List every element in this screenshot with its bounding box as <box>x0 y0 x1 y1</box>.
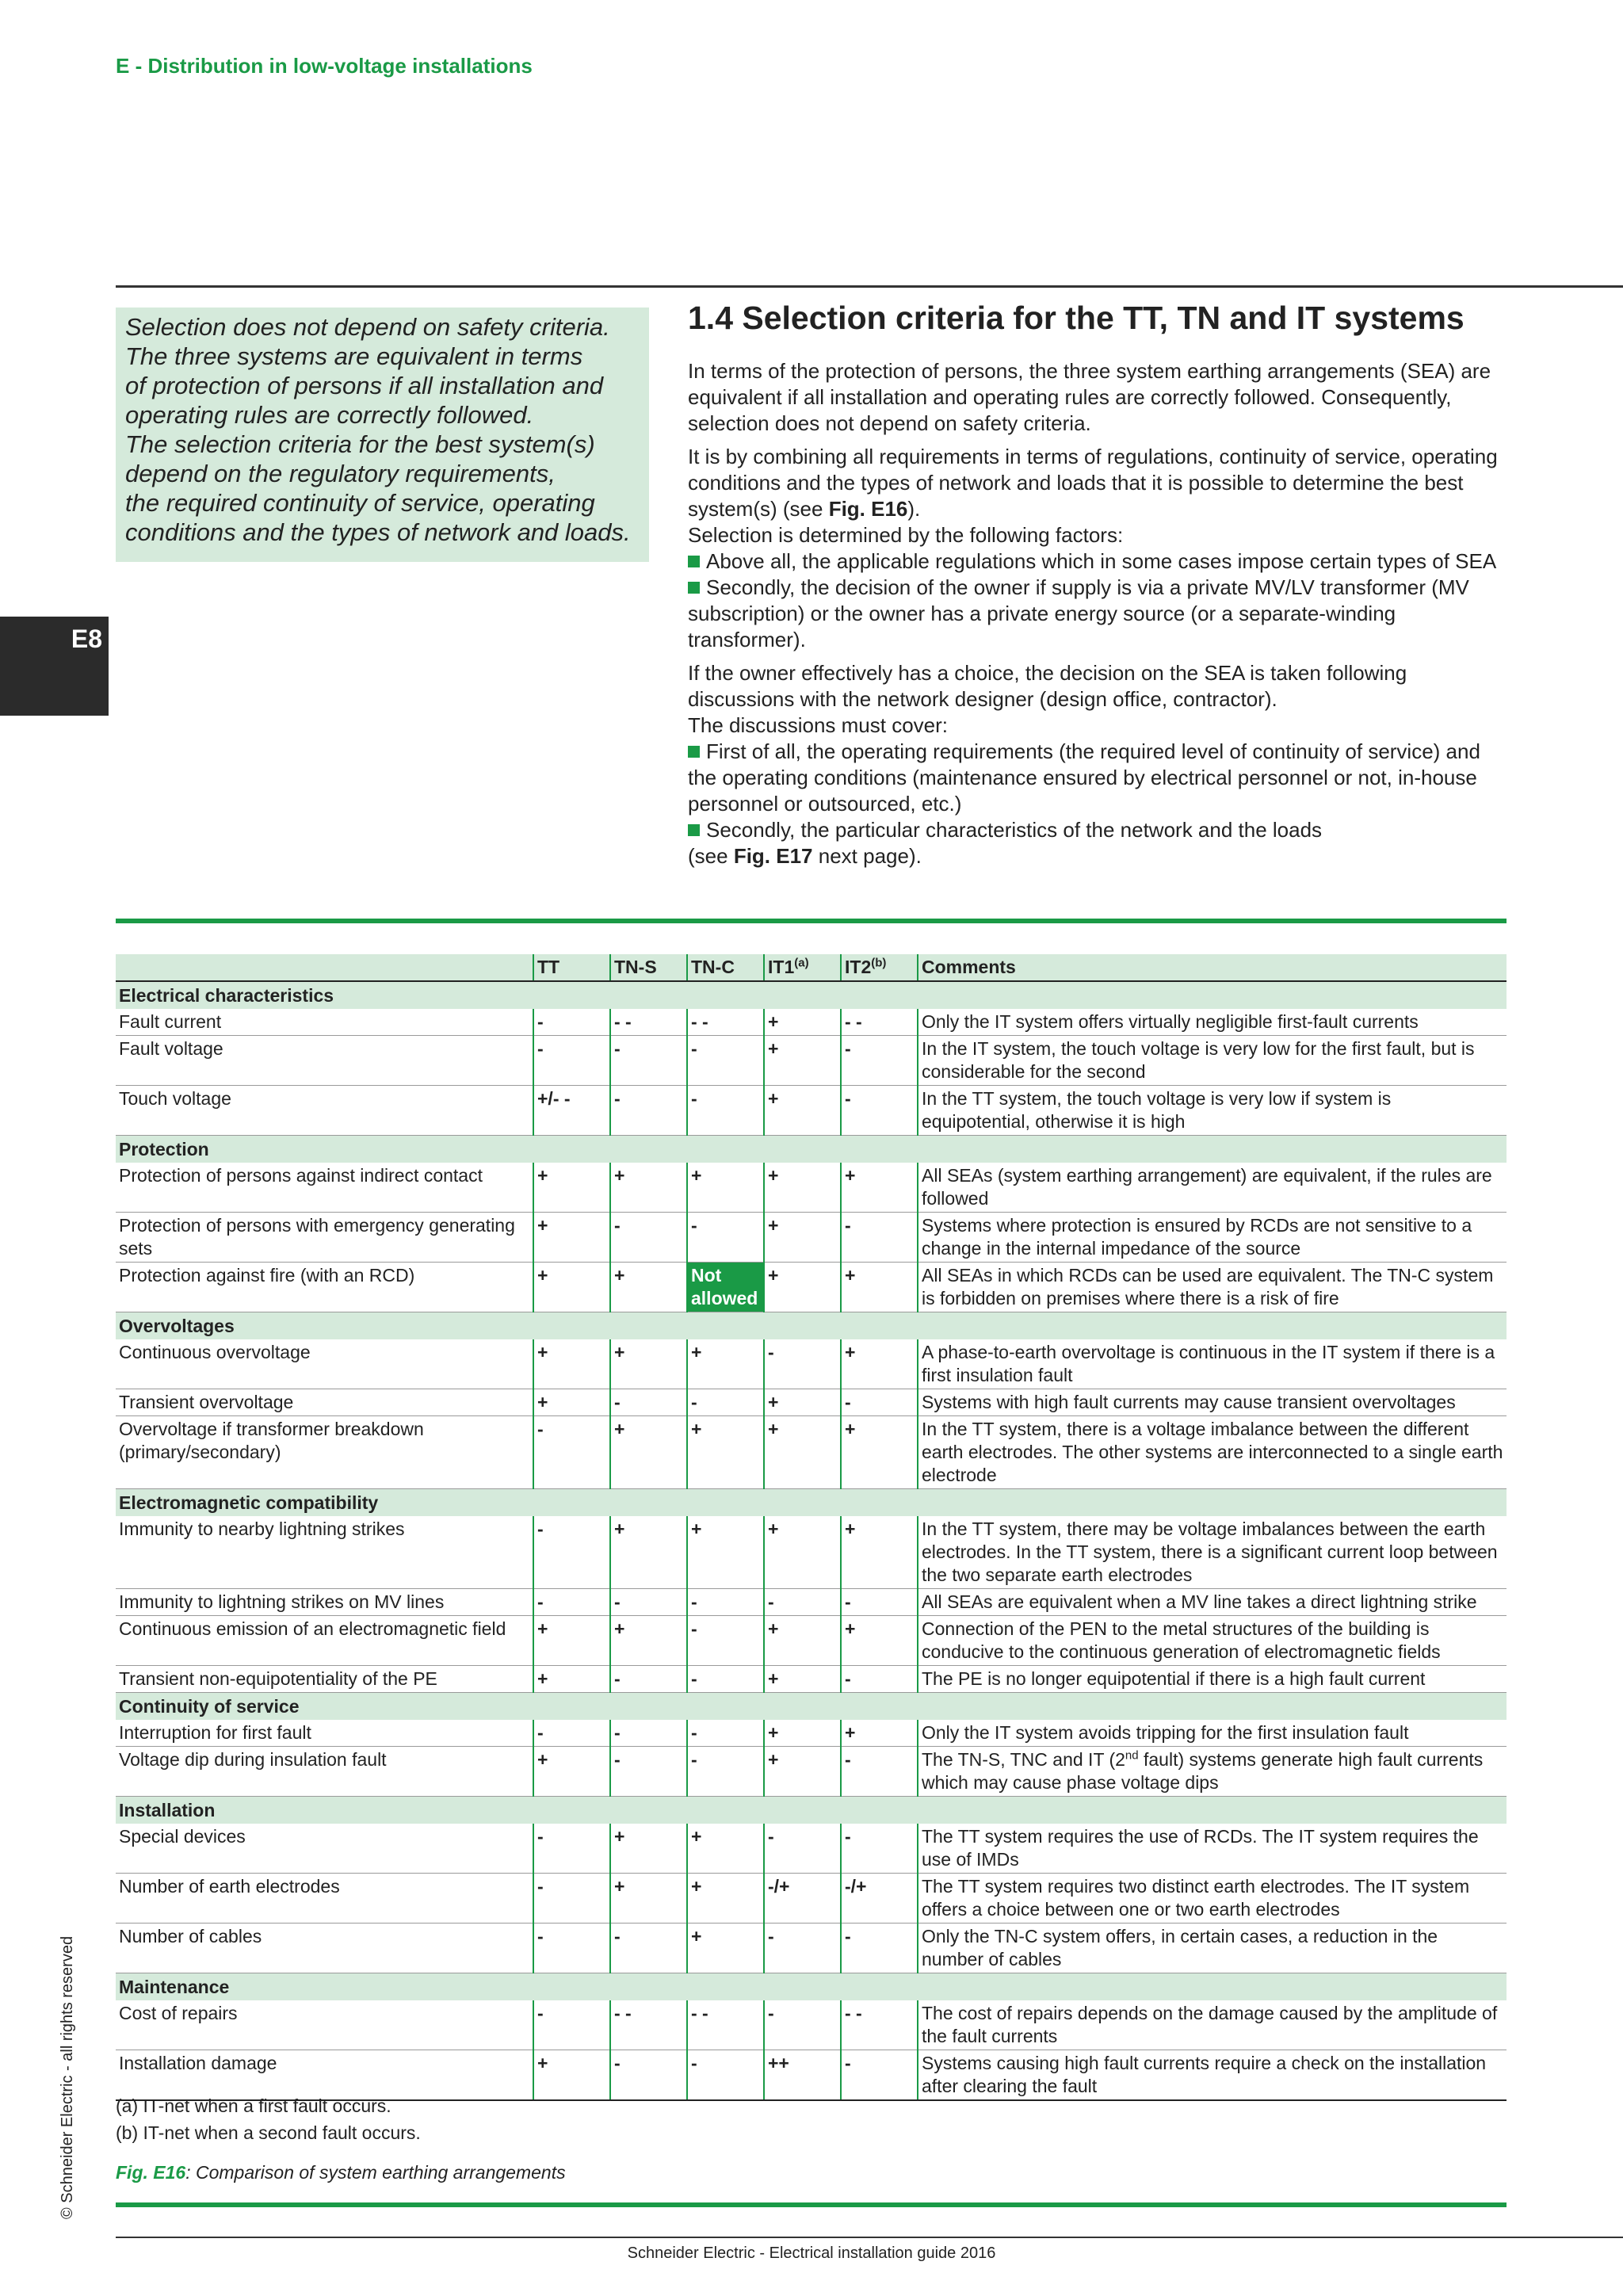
table-row <box>116 1874 1507 1924</box>
table-row <box>116 1824 1507 1874</box>
header-it2 <box>841 954 918 981</box>
it1-value: + <box>764 1747 841 1797</box>
row-label: Cost of repairs <box>116 2000 533 2050</box>
it1-value: + <box>764 1666 841 1693</box>
bullet-item <box>688 575 1512 653</box>
table-row <box>116 1163 1507 1213</box>
tns-value: + <box>610 1163 687 1213</box>
tnc-value: - <box>687 1720 764 1747</box>
row-label: Interruption for first fault <box>116 1720 533 1747</box>
tt-value: - <box>533 1416 610 1489</box>
header-comments: Comments <box>918 954 1507 981</box>
section-title-cell: Continuity of service <box>116 1693 1507 1721</box>
comment-cell: Only the IT system offers virtually negligible first-fault currents <box>918 1009 1507 1036</box>
tns-value: - - <box>610 1009 687 1036</box>
section-header-row <box>116 1693 1507 1721</box>
comparison-table <box>116 954 1507 2101</box>
tnc-value: - <box>687 2050 764 2101</box>
tns-value: - <box>610 1666 687 1693</box>
summary-line: Selection does not depend on safety criteria. <box>125 313 610 341</box>
row-label: Protection of persons with emergency generating sets <box>116 1213 533 1263</box>
paragraph: If the owner effectively has a choice, the decision on the SEA is taken following discussions with the network designer (design office, contractor). <box>688 661 1407 711</box>
paragraph: In terms of the protection of persons, the three system earthing arrangements (SEA) are equivalent if all installation and operating rules are correctly followed. Consequently, selection does not depend on safety criteria. <box>688 359 1491 435</box>
tnc-value: Not allowed <box>687 1263 764 1312</box>
row-label: Protection of persons against indirect contact <box>116 1163 533 1213</box>
summary-line: depend on the regulatory requirements, <box>125 460 556 487</box>
section-title-cell: Overvoltages <box>116 1312 1507 1340</box>
figure-label: Fig. E16 <box>116 2162 186 2183</box>
section-title-cell: Electromagnetic compatibility <box>116 1489 1507 1517</box>
section-title-cell: Electrical characteristics <box>116 981 1507 1009</box>
table-body <box>116 981 1507 2100</box>
figure-top-rule <box>116 919 1507 923</box>
bullet-item <box>688 548 1512 575</box>
it1-value: + <box>764 1389 841 1416</box>
summary-line: of protection of persons if all installation and <box>125 372 604 399</box>
comment-cell: In the TT system, there is a voltage imbalance between the different earth electrodes. The other systems are interconnected to a single earth electrode <box>918 1416 1507 1489</box>
tns-value: - <box>610 1747 687 1797</box>
bullet-square-icon <box>688 556 700 567</box>
row-label: Protection against fire (with an RCD) <box>116 1263 533 1312</box>
tt-value: - <box>533 1924 610 1973</box>
bullet-text: next page). <box>812 844 922 868</box>
it2-value: - <box>841 1924 918 1973</box>
tnc-value: + <box>687 1924 764 1973</box>
it1-value: - <box>764 1924 841 1973</box>
page-tab <box>0 617 109 716</box>
comment-cell: Systems with high fault currents may cause transient overvoltages <box>918 1389 1507 1416</box>
row-label: Fault current <box>116 1009 533 1036</box>
summary-box <box>116 308 649 562</box>
tns-value: - <box>610 1924 687 1973</box>
table-row <box>116 1516 1507 1589</box>
summary-line: the required continuity of service, operating <box>125 489 595 517</box>
footnote-marker: (b) <box>871 956 887 970</box>
tnc-value: + <box>687 1516 764 1589</box>
header-tnc: TN-C <box>687 954 764 981</box>
tnc-value: + <box>687 1874 764 1924</box>
tnc-value: - <box>687 1036 764 1086</box>
tt-value: - <box>533 1516 610 1589</box>
it1-value: - <box>764 1589 841 1616</box>
row-label: Transient overvoltage <box>116 1389 533 1416</box>
comment-cell: The PE is no longer equipotential if there is a high fault current <box>918 1666 1507 1693</box>
tt-value: - <box>533 1009 610 1036</box>
section-header-row <box>116 1489 1507 1517</box>
paragraph <box>688 444 1512 522</box>
comment-cell: The cost of repairs depends on the damage caused by the amplitude of the fault currents <box>918 2000 1507 2050</box>
it2-value: + <box>841 1616 918 1666</box>
header-it1-text: IT1 <box>768 957 795 977</box>
row-label: Continuous emission of an electromagnetic field <box>116 1616 533 1666</box>
tt-value: + <box>533 1163 610 1213</box>
it1-value: - <box>764 1824 841 1874</box>
tns-value: + <box>610 1416 687 1489</box>
comment-cell: The TT system requires the use of RCDs. The IT system requires the use of IMDs <box>918 1824 1507 1874</box>
it2-value: + <box>841 1263 918 1312</box>
bullet-item <box>688 817 1512 869</box>
tt-value: - <box>533 1036 610 1086</box>
it2-value: - <box>841 1036 918 1086</box>
comment-cell: In the TT system, there may be voltage imbalances between the earth electrodes. In the TT system, there is a significant current loop between the two separate earth electrodes <box>918 1516 1507 1589</box>
summary-line: conditions and the types of network and loads. <box>125 518 631 546</box>
it1-value: + <box>764 1036 841 1086</box>
tns-value: - <box>610 1213 687 1263</box>
row-label: Continuous overvoltage <box>116 1339 533 1389</box>
it1-value: + <box>764 1720 841 1747</box>
tns-value: + <box>610 1616 687 1666</box>
tt-value: - <box>533 1589 610 1616</box>
it2-value: + <box>841 1416 918 1489</box>
tns-value: - <box>610 1036 687 1086</box>
row-label: Number of cables <box>116 1924 533 1973</box>
it1-value: + <box>764 1263 841 1312</box>
tt-value: + <box>533 1747 610 1797</box>
tns-value: - <box>610 1389 687 1416</box>
table-row <box>116 1666 1507 1693</box>
it2-value: + <box>841 1720 918 1747</box>
section-header-row <box>116 1797 1507 1824</box>
row-label: Transient non-equipotentiality of the PE <box>116 1666 533 1693</box>
summary-line: operating rules are correctly followed. <box>125 401 534 429</box>
footnote-marker: (a) <box>794 956 809 970</box>
it1-value: + <box>764 1416 841 1489</box>
figure-bottom-rule <box>116 2202 1507 2207</box>
tns-value: + <box>610 1339 687 1389</box>
tns-value: + <box>610 1824 687 1874</box>
it2-value: - <box>841 1824 918 1874</box>
it1-value: + <box>764 1213 841 1263</box>
tt-value: + <box>533 1616 610 1666</box>
header-it2-text: IT2 <box>845 957 872 977</box>
row-label: Touch voltage <box>116 1086 533 1136</box>
table-row <box>116 1389 1507 1416</box>
comment-cell: In the TT system, the touch voltage is very low if system is equipotential, otherwise it is high <box>918 1086 1507 1136</box>
it1-value: - <box>764 1339 841 1389</box>
tt-value: + <box>533 1339 610 1389</box>
top-divider <box>116 285 1623 288</box>
tt-value: + <box>533 2050 610 2101</box>
tnc-value: + <box>687 1163 764 1213</box>
tns-value: - <box>610 1589 687 1616</box>
summary-line: The selection criteria for the best system(s) <box>125 430 595 458</box>
tnc-value: - <box>687 1666 764 1693</box>
table-row <box>116 1086 1507 1136</box>
bullet-square-icon <box>688 582 700 594</box>
running-header: E - Distribution in low-voltage installations <box>116 54 533 78</box>
table-row <box>116 1720 1507 1747</box>
row-label: Immunity to nearby lightning strikes <box>116 1516 533 1589</box>
section-header-row <box>116 1136 1507 1163</box>
paragraph-text: ). <box>907 497 921 521</box>
it1-value: + <box>764 1009 841 1036</box>
table-row <box>116 2000 1507 2050</box>
row-label: Overvoltage if transformer breakdown (primary/secondary) <box>116 1416 533 1489</box>
section-title: 1.4 Selection criteria for the TT, TN and IT systems <box>688 300 1465 336</box>
tns-value: - <box>610 1086 687 1136</box>
it1-value: -/+ <box>764 1874 841 1924</box>
ordinal-suffix: nd <box>1125 1748 1139 1763</box>
tt-value: - <box>533 2000 610 2050</box>
table-row <box>116 1213 1507 1263</box>
bullet-text: Secondly, the decision of the owner if supply is via a private MV/LV transformer (MV subscription) or the owner has a private energy source (or a separate-winding transformer). <box>688 575 1469 651</box>
tnc-value: - <box>687 1616 764 1666</box>
table-row <box>116 1263 1507 1312</box>
comment-text: The TN-S, TNC and IT (2 <box>922 1749 1125 1770</box>
section-header-row <box>116 1973 1507 2001</box>
bullet-text: (see <box>688 844 734 868</box>
header-tt: TT <box>533 954 610 981</box>
table-header-row <box>116 954 1507 981</box>
it2-value: + <box>841 1339 918 1389</box>
it2-value: - <box>841 1666 918 1693</box>
table-row <box>116 1009 1507 1036</box>
tnc-value: + <box>687 1824 764 1874</box>
copyright-notice: © Schneider Electric - all rights reserved <box>59 1935 76 2219</box>
row-label: Fault voltage <box>116 1036 533 1086</box>
row-label: Immunity to lightning strikes on MV lines <box>116 1589 533 1616</box>
tnc-value: - - <box>687 1009 764 1036</box>
section-title-cell: Maintenance <box>116 1973 1507 2001</box>
it2-value: + <box>841 1163 918 1213</box>
comment-cell: Systems causing high fault currents require a check on the installation after clearing the fault <box>918 2050 1507 2101</box>
tt-value: + <box>533 1666 610 1693</box>
row-label: Special devices <box>116 1824 533 1874</box>
row-label: Installation damage <box>116 2050 533 2101</box>
table-row <box>116 1036 1507 1086</box>
figure-caption <box>116 2162 566 2183</box>
tt-value: - <box>533 1824 610 1874</box>
tnc-value: - <box>687 1747 764 1797</box>
comment-cell: In the IT system, the touch voltage is very low for the first fault, but is considerable for the second <box>918 1036 1507 1086</box>
section-header-row <box>116 981 1507 1009</box>
tt-value: +/- - <box>533 1086 610 1136</box>
tnc-value: + <box>687 1416 764 1489</box>
it2-value: - <box>841 1213 918 1263</box>
page-footer: Schneider Electric - Electrical installation guide 2016 <box>627 2244 996 2262</box>
figure-reference: Fig. E16 <box>828 497 908 521</box>
comment-cell: Systems where protection is ensured by RCDs are not sensitive to a change in the internal impedance of the source <box>918 1213 1507 1263</box>
tnc-value: - <box>687 1086 764 1136</box>
row-label: Voltage dip during insulation fault <box>116 1747 533 1797</box>
footnotes <box>116 2092 421 2146</box>
it1-value: + <box>764 1086 841 1136</box>
footnote-b: (b) IT-net when a second fault occurs. <box>116 2122 421 2143</box>
it1-value: ++ <box>764 2050 841 2101</box>
tt-value: - <box>533 1874 610 1924</box>
bullet-square-icon <box>688 824 700 836</box>
it2-value: - - <box>841 1009 918 1036</box>
it2-value: - <box>841 1389 918 1416</box>
it1-value: + <box>764 1516 841 1589</box>
tns-value: + <box>610 1874 687 1924</box>
tnc-value: - <box>687 1389 764 1416</box>
table-row <box>116 1589 1507 1616</box>
comment-cell: All SEAs (system earthing arrangement) are equivalent, if the rules are followed <box>918 1163 1507 1213</box>
table-row <box>116 1747 1507 1797</box>
tnc-value: - - <box>687 2000 764 2050</box>
comment-cell: A phase-to-earth overvoltage is continuous in the IT system if there is a first insulation fault <box>918 1339 1507 1389</box>
tnc-value: - <box>687 1589 764 1616</box>
bullet-square-icon <box>688 746 700 758</box>
tns-value: - - <box>610 2000 687 2050</box>
comment-cell: Only the TN-C system offers, in certain cases, a reduction in the number of cables <box>918 1924 1507 1973</box>
tnc-value: - <box>687 1213 764 1263</box>
bullet-text: Secondly, the particular characteristics of the network and the loads <box>706 818 1323 842</box>
row-label: Number of earth electrodes <box>116 1874 533 1924</box>
comment-cell: All SEAs are equivalent when a MV line takes a direct lightning strike <box>918 1589 1507 1616</box>
comment-cell: All SEAs in which RCDs can be used are equivalent. The TN-C system is forbidden on premises where there is a risk of fire <box>918 1263 1507 1312</box>
section-title-cell: Protection <box>116 1136 1507 1163</box>
tt-value: + <box>533 1213 610 1263</box>
table-row <box>116 1416 1507 1489</box>
comment-cell: Only the IT system avoids tripping for the first insulation fault <box>918 1720 1507 1747</box>
tt-value: + <box>533 1389 610 1416</box>
tns-value: - <box>610 2050 687 2101</box>
footnote-a: (a) IT-net when a first fault occurs. <box>116 2095 391 2116</box>
paragraph: The discussions must cover: <box>688 713 949 737</box>
header-label-cell <box>116 954 533 981</box>
it1-value: + <box>764 1163 841 1213</box>
it2-value: - <box>841 1747 918 1797</box>
tnc-value: + <box>687 1339 764 1389</box>
page-number: E8 <box>71 625 102 653</box>
tt-value: + <box>533 1263 610 1312</box>
section-title-cell: Installation <box>116 1797 1507 1824</box>
table-row <box>116 1616 1507 1666</box>
tt-value: - <box>533 1720 610 1747</box>
figure-reference: Fig. E17 <box>733 844 813 868</box>
it2-value: - - <box>841 2000 918 2050</box>
comment-cell: Connection of the PEN to the metal structures of the building is conducive to the continuous generation of electromagnetic fields <box>918 1616 1507 1666</box>
tns-value: + <box>610 1516 687 1589</box>
it2-value: + <box>841 1516 918 1589</box>
comment-cell <box>918 1747 1507 1797</box>
bullet-text: Above all, the applicable regulations which in some cases impose certain types of SEA <box>706 549 1497 573</box>
bottom-divider <box>116 2237 1623 2238</box>
it2-value: - <box>841 1086 918 1136</box>
tns-value: - <box>610 1720 687 1747</box>
paragraph: Selection is determined by the following factors: <box>688 523 1124 547</box>
caption-text: : Comparison of system earthing arrangements <box>185 2162 566 2183</box>
bullet-item <box>688 739 1512 817</box>
summary-line: The three systems are equivalent in terms <box>125 342 583 370</box>
it2-value: -/+ <box>841 1874 918 1924</box>
comment-cell: The TT system requires two distinct earth electrodes. The IT system offers a choice between one or two earth electrodes <box>918 1874 1507 1924</box>
body-text <box>688 358 1512 869</box>
it1-value: - <box>764 2000 841 2050</box>
it2-value: - <box>841 1589 918 1616</box>
header-it1 <box>764 954 841 981</box>
it1-value: + <box>764 1616 841 1666</box>
it2-value: - <box>841 2050 918 2101</box>
header-tns: TN-S <box>610 954 687 981</box>
comment-text: fault) systems generate high fault currents which may cause phase voltage dips <box>922 1749 1484 1793</box>
bullet-text: First of all, the operating requirements (the required level of continuity of service) and the operating conditions (maintenance ensured by electrical personnel or not, in-house personnel or outsourced, etc.) <box>688 739 1480 816</box>
table-row <box>116 1924 1507 1973</box>
section-header-row <box>116 1312 1507 1340</box>
paragraph-text: It is by combining all requirements in terms of regulations, continuity of service, operating conditions and the types of network and loads that it is possible to determine the best system(s) (see <box>688 445 1498 521</box>
table-row <box>116 1339 1507 1389</box>
tns-value: + <box>610 1263 687 1312</box>
